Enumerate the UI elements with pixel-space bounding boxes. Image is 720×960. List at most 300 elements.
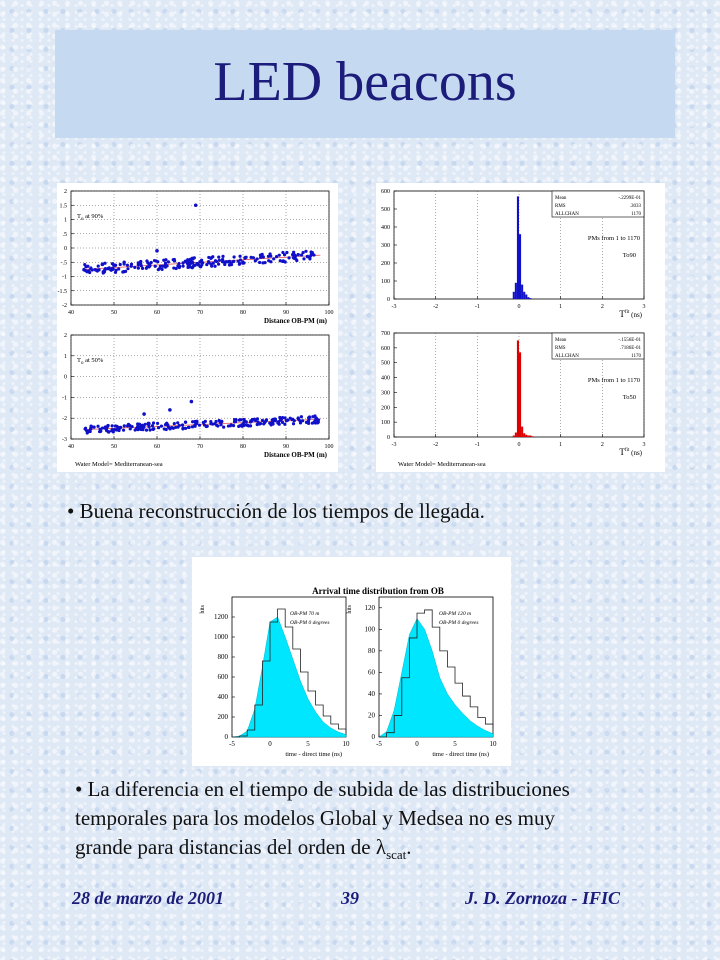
- x-tick-label: 10: [342, 740, 350, 748]
- outlier-point: [194, 203, 198, 207]
- footer-author: J. D. Zornoza - IFIC: [465, 888, 621, 908]
- data-point: [130, 263, 133, 266]
- x-axis-label: [619, 309, 642, 319]
- data-point: [243, 256, 246, 259]
- y-tick-label: 100: [381, 420, 390, 427]
- data-point: [234, 418, 237, 421]
- data-point: [285, 251, 288, 254]
- arrival-x-axis-label: time - direct time (ns): [285, 751, 342, 758]
- data-point: [220, 420, 223, 423]
- y-tick-label: 0: [224, 733, 228, 741]
- y-tick-label: 80: [368, 646, 375, 655]
- bullet-2-line-3: [75, 833, 570, 869]
- y-tick-label: 0: [371, 733, 375, 741]
- arrival-plot-left: [200, 597, 350, 758]
- x-tick-label: 60: [154, 444, 160, 450]
- pm-range-text: PMs from 1 to 1170: [587, 235, 640, 242]
- panel-label-sub: o: [80, 217, 84, 222]
- panel-label-t: T: [77, 357, 81, 364]
- x-tick-label: 40: [68, 310, 74, 316]
- data-point: [133, 266, 136, 269]
- data-point: [141, 424, 144, 427]
- x-tick-label: 100: [324, 444, 334, 450]
- y-tick-label: 100: [364, 625, 375, 634]
- data-point: [123, 424, 126, 427]
- y-tick-label: 2: [64, 333, 67, 339]
- data-point: [243, 419, 246, 422]
- data-point: [283, 253, 286, 256]
- data-point: [305, 421, 308, 424]
- data-point: [141, 428, 144, 431]
- histogram-bar: [513, 292, 515, 299]
- arrival-note-distance: OB-PM 120 m: [439, 611, 472, 617]
- x-tick-label: 2: [600, 304, 604, 310]
- data-point: [293, 253, 296, 256]
- y-tick-label: 0: [387, 297, 390, 303]
- x-axis-label: Distance OB-PM (m): [264, 317, 327, 325]
- data-point: [221, 258, 224, 261]
- x-tick-label: -3: [391, 304, 397, 310]
- data-point: [173, 422, 176, 425]
- stats-key: ALLCHAN: [555, 212, 579, 217]
- data-point: [287, 256, 290, 259]
- data-point: [154, 265, 157, 268]
- water-model-note: Water Model= Mediterranean-sea: [398, 461, 486, 468]
- data-point: [102, 270, 105, 273]
- y-tick-label: 300: [381, 390, 390, 397]
- y-tick-label: 1200: [214, 613, 228, 621]
- medsea-distribution-area: [379, 619, 493, 737]
- x-axis-label-sup: fit: [624, 448, 630, 453]
- data-point: [122, 429, 125, 432]
- y-tick-label: 120: [364, 603, 375, 612]
- data-point: [213, 265, 216, 268]
- bullet-2-line-2: temporales para los modelos Global y Medsea no es muy: [75, 806, 555, 830]
- x-tick-label: 5: [306, 740, 310, 748]
- data-point: [165, 428, 168, 431]
- title-banner: [55, 30, 675, 138]
- data-point: [147, 423, 150, 426]
- x-tick-label: 1: [559, 304, 563, 310]
- panel-label: [77, 213, 104, 222]
- data-point: [89, 425, 92, 428]
- data-point: [267, 255, 270, 258]
- data-point: [300, 415, 303, 418]
- data-point: [270, 423, 273, 426]
- histogram-bar: [513, 436, 515, 437]
- data-point: [104, 425, 107, 428]
- x-tick-label: 70: [197, 310, 203, 316]
- y-tick-label: 600: [381, 189, 390, 195]
- histogram-top: [381, 189, 646, 319]
- stats-value: .3033: [629, 204, 641, 209]
- data-point: [302, 257, 305, 260]
- data-point: [252, 256, 255, 259]
- data-point: [172, 266, 175, 269]
- bullet-2-line-1: • La diferencia en el tiempo de subida de las distribuciones: [75, 777, 570, 801]
- arrival-note-distance: OB-PM 70 m: [290, 611, 320, 617]
- x-axis-label-t: T: [619, 309, 625, 319]
- data-point: [199, 265, 202, 268]
- x-tick-label: -2: [433, 304, 439, 310]
- y-tick-label: 200: [381, 405, 390, 412]
- y-tick-label: .5: [62, 231, 67, 238]
- footer-page-number: 39: [341, 888, 359, 908]
- outlier-point: [190, 400, 194, 404]
- y-tick-label: -2: [62, 416, 67, 423]
- panel-label-sub: o: [80, 361, 84, 366]
- panel-label-t: T: [77, 213, 81, 220]
- y-tick-label: 1000: [214, 633, 228, 641]
- bullet-point-2: [75, 775, 570, 869]
- data-point: [263, 261, 266, 264]
- data-point: [129, 427, 132, 430]
- data-point: [238, 418, 241, 421]
- data-point: [119, 426, 122, 429]
- x-axis-label-unit: (ns): [629, 311, 642, 319]
- data-point: [207, 260, 210, 263]
- bullet-2-end: .: [406, 835, 412, 859]
- data-point: [137, 267, 140, 270]
- data-point: [107, 267, 110, 270]
- data-point: [240, 423, 243, 426]
- y-tick-label: 200: [217, 713, 228, 721]
- data-point: [211, 255, 214, 258]
- data-point: [205, 425, 208, 428]
- data-point: [300, 253, 303, 256]
- data-point: [82, 268, 85, 271]
- x-tick-label: 70: [197, 444, 203, 450]
- data-point: [191, 420, 194, 423]
- data-point: [157, 426, 160, 429]
- data-point: [164, 258, 167, 261]
- data-point: [138, 423, 141, 426]
- x-tick-label: 1: [559, 442, 563, 448]
- data-point: [152, 427, 155, 430]
- data-point: [145, 429, 148, 432]
- data-point: [264, 419, 267, 422]
- x-tick-label: 40: [68, 444, 74, 450]
- x-tick-label: 3: [642, 442, 646, 448]
- data-point: [112, 430, 115, 433]
- bullet-point-1: • Buena reconstrucción de los tiempos de llegada.: [67, 499, 485, 523]
- data-point: [210, 265, 213, 268]
- data-point: [101, 263, 104, 266]
- y-tick-label: 0: [64, 374, 67, 381]
- data-point: [258, 261, 261, 264]
- arrival-x-axis-label: time - direct time (ns): [432, 751, 489, 758]
- data-point: [168, 427, 171, 430]
- y-tick-label: 0: [387, 435, 390, 441]
- stats-key: ALLCHAN: [555, 354, 579, 359]
- data-point: [148, 428, 151, 431]
- panel-tag: To90: [622, 252, 636, 259]
- water-model-note: Water Model= Mediterranean-sea: [75, 461, 163, 468]
- y-tick-label: 400: [381, 375, 390, 382]
- y-tick-label: 600: [217, 673, 228, 681]
- histogram-bottom: [381, 331, 646, 468]
- y-tick-label: 300: [381, 243, 390, 249]
- outlier-point: [155, 249, 159, 253]
- data-point: [152, 421, 155, 424]
- y-tick-label: 500: [381, 207, 390, 213]
- data-point: [158, 267, 161, 270]
- data-point: [217, 262, 220, 265]
- stats-key: RMS: [555, 204, 566, 209]
- slide-title: LED beacons: [213, 51, 517, 113]
- data-point: [127, 423, 130, 426]
- data-point: [304, 250, 307, 253]
- histogram-bar: [527, 436, 529, 437]
- data-point: [295, 259, 298, 262]
- x-tick-label: -2: [433, 442, 439, 448]
- data-point: [232, 260, 235, 263]
- data-point: [219, 423, 222, 426]
- data-point: [111, 424, 114, 427]
- y-tick-label: 40: [368, 689, 375, 698]
- data-point: [254, 259, 257, 262]
- y-tick-label: -2: [62, 303, 67, 309]
- data-point: [164, 262, 167, 265]
- histogram-bar: [529, 298, 531, 299]
- data-point: [126, 264, 129, 267]
- data-point: [279, 419, 282, 422]
- data-point: [292, 257, 295, 260]
- data-point: [191, 425, 194, 428]
- data-point: [204, 420, 207, 423]
- data-point: [221, 255, 224, 258]
- data-point: [187, 266, 190, 269]
- data-point: [297, 253, 300, 256]
- stats-value: 1170: [631, 354, 641, 359]
- stats-key: Mean: [555, 196, 567, 201]
- y-tick-label: 400: [381, 225, 390, 231]
- stats-key: Mean: [555, 338, 567, 343]
- data-point: [148, 263, 151, 266]
- stats-key: RMS: [555, 346, 566, 351]
- x-tick-label: 80: [240, 444, 246, 450]
- histogram-figure: [376, 183, 665, 472]
- histogram-bar: [523, 433, 525, 437]
- data-point: [275, 255, 278, 258]
- outlier-point: [314, 416, 318, 420]
- x-axis-label-unit: (ns): [629, 449, 642, 457]
- histogram-bar: [519, 352, 521, 437]
- scatter-figure: [57, 183, 338, 472]
- histogram-bar: [527, 297, 529, 299]
- y-tick-label: 600: [381, 345, 390, 352]
- histogram-bar: [521, 427, 523, 437]
- x-axis-label-sup: fit: [624, 310, 630, 315]
- data-point: [214, 259, 217, 262]
- medsea-distribution-area: [232, 617, 346, 737]
- data-point: [97, 265, 100, 268]
- histogram-bar: [523, 292, 525, 299]
- outlier-point: [168, 408, 172, 412]
- data-point: [167, 260, 170, 263]
- data-point: [151, 424, 154, 427]
- data-point: [283, 423, 286, 426]
- data-point: [184, 421, 187, 424]
- data-point: [191, 258, 194, 261]
- data-point: [145, 259, 148, 262]
- data-point: [242, 261, 245, 264]
- data-point: [96, 269, 99, 272]
- histogram-bar: [517, 196, 519, 299]
- histogram-bar: [525, 435, 527, 437]
- data-point: [184, 260, 187, 263]
- x-tick-label: 5: [453, 740, 457, 748]
- data-point: [283, 416, 286, 419]
- data-point: [238, 262, 241, 265]
- y-tick-label: 1: [64, 217, 67, 224]
- x-axis-label: Distance OB-PM (m): [264, 451, 327, 459]
- data-point: [139, 262, 142, 265]
- scatter-figure-svg: [57, 183, 338, 472]
- data-point: [104, 267, 107, 270]
- data-point: [115, 428, 118, 431]
- data-point: [122, 270, 125, 273]
- data-point: [258, 422, 261, 425]
- scatter-plot-top: [58, 189, 334, 325]
- y-tick-label: 2: [64, 189, 67, 195]
- data-point: [165, 422, 168, 425]
- data-point: [161, 265, 164, 268]
- outlier-point: [306, 255, 310, 259]
- arrival-y-axis-label: hits: [200, 605, 206, 614]
- bullet-2-line-3-text: grande para distancias del orden de: [75, 835, 376, 859]
- scatter-plot-bottom: [62, 333, 334, 468]
- x-tick-label: 80: [240, 310, 246, 316]
- arrival-note-angle: OB-PM 0 degrees: [439, 620, 479, 626]
- data-point: [256, 417, 259, 420]
- data-point: [229, 424, 232, 427]
- panel-label: [77, 357, 104, 366]
- data-point: [96, 425, 99, 428]
- x-tick-label: 90: [283, 444, 289, 450]
- x-tick-label: 10: [489, 740, 497, 748]
- data-point: [117, 267, 120, 270]
- data-point: [89, 267, 92, 270]
- data-point: [278, 254, 281, 257]
- y-tick-label: 500: [381, 360, 390, 367]
- x-tick-label: -3: [391, 442, 397, 448]
- y-tick-label: -.5: [60, 260, 67, 267]
- y-tick-label: 60: [368, 668, 375, 677]
- lambda-subscript: scat: [386, 847, 407, 863]
- data-point: [181, 423, 184, 426]
- data-point: [126, 267, 129, 270]
- data-point: [261, 419, 264, 422]
- data-point: [156, 422, 159, 425]
- x-tick-label: -5: [229, 740, 235, 748]
- data-point: [223, 263, 226, 266]
- histogram-bar: [529, 436, 531, 437]
- x-tick-label: 90: [283, 310, 289, 316]
- x-tick-label: 2: [600, 442, 604, 448]
- data-point: [299, 420, 302, 423]
- histogram-figure-svg: [376, 183, 665, 472]
- data-point: [195, 421, 198, 424]
- x-axis-label: [619, 447, 642, 457]
- data-point: [187, 426, 190, 429]
- arrival-y-axis-label: hits: [347, 605, 353, 614]
- arrival-plot-right: [347, 597, 497, 758]
- data-point: [176, 426, 179, 429]
- data-point: [84, 427, 87, 430]
- data-point: [200, 260, 203, 263]
- y-tick-label: 1: [64, 353, 67, 360]
- data-point: [89, 430, 92, 433]
- data-point: [217, 256, 220, 259]
- data-point: [274, 419, 277, 422]
- data-point: [98, 428, 101, 431]
- x-tick-label: 0: [517, 442, 521, 448]
- data-point: [292, 422, 295, 425]
- data-point: [207, 256, 210, 259]
- data-point: [193, 425, 196, 428]
- x-tick-label: -1: [474, 442, 480, 448]
- y-tick-label: 700: [381, 331, 390, 337]
- x-tick-label: 60: [154, 310, 160, 316]
- data-point: [297, 416, 300, 419]
- histogram-bar: [515, 433, 517, 437]
- y-tick-label: -1.5: [57, 288, 67, 295]
- data-point: [272, 257, 275, 260]
- x-tick-label: 0: [415, 740, 419, 748]
- x-tick-label: -5: [376, 740, 382, 748]
- data-point: [103, 262, 106, 265]
- y-tick-label: -3: [62, 437, 67, 443]
- x-tick-label: 0: [517, 304, 521, 310]
- panel-label-rest: at 50%: [83, 357, 104, 364]
- y-tick-label: 1.5: [59, 203, 67, 210]
- lambda-symbol: λ: [375, 835, 387, 859]
- x-tick-label: 0: [268, 740, 272, 748]
- stats-value: -.2299E-01: [618, 196, 641, 201]
- y-tick-label: 200: [381, 261, 390, 267]
- x-axis-label-t: T: [619, 447, 625, 457]
- x-tick-label: 50: [111, 310, 117, 316]
- arrival-time-svg: [192, 557, 511, 766]
- data-point: [160, 425, 163, 428]
- data-point: [276, 421, 279, 424]
- data-point: [198, 424, 201, 427]
- data-point: [114, 271, 117, 274]
- y-tick-label: 20: [368, 711, 375, 720]
- data-point: [187, 261, 190, 264]
- data-point: [281, 260, 284, 263]
- footer-date: 28 de marzo de 2001: [72, 888, 224, 908]
- data-point: [107, 430, 110, 433]
- histogram-bar: [515, 283, 517, 299]
- stats-value: 1170: [631, 212, 641, 217]
- panel-tag: To50: [622, 394, 636, 401]
- data-point: [205, 263, 208, 266]
- data-point: [285, 419, 288, 422]
- y-tick-label: -1: [62, 395, 67, 402]
- x-tick-label: 50: [111, 444, 117, 450]
- stats-value: -.1556E-01: [618, 338, 641, 343]
- data-point: [85, 270, 88, 273]
- data-point: [316, 421, 319, 424]
- data-point: [307, 418, 310, 421]
- histogram-bar: [521, 285, 523, 299]
- histogram-bar: [532, 436, 534, 437]
- data-point: [233, 255, 236, 258]
- y-tick-label: 800: [217, 653, 228, 661]
- data-point: [156, 260, 159, 263]
